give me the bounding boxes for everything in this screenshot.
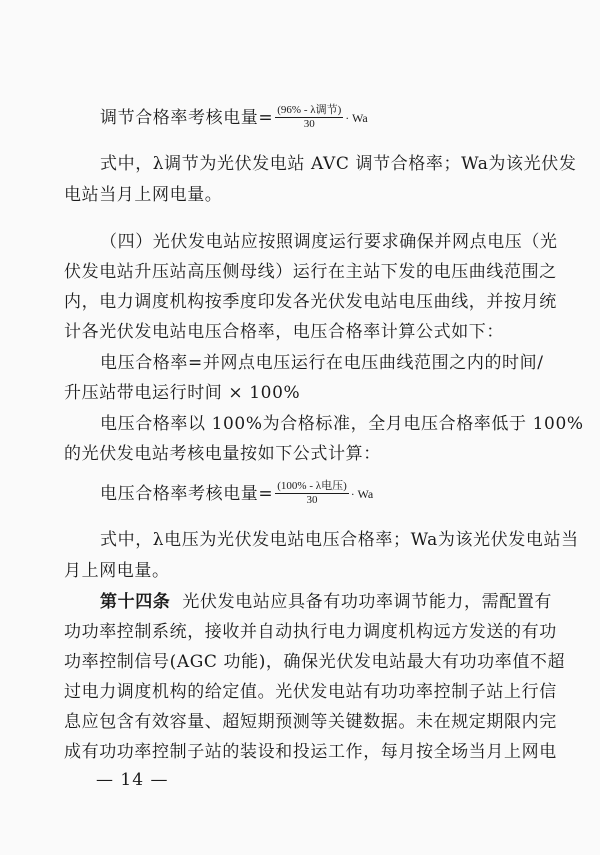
clause-4-line-1: （四）光伏发电站应按照调度运行要求确保并网点电压（光: [100, 232, 558, 252]
article-14-line-6: 成有功功率控制子站的装设和投运工作，每月按全场当月上网电: [64, 742, 557, 762]
agc-assessment-formula: [100, 104, 530, 131]
voltage-definition-line-2: 月上网电量。: [64, 561, 170, 581]
clause-4-line-3: 内，电力调度机构按季度印发各光伏发电站电压曲线，并按月统: [64, 292, 557, 312]
voltage-rate-line-2: 升压站带电运行时间 × 100%: [64, 383, 301, 403]
article-14-line-4: 过电力调度机构的给定值。光伏发电站有功功率控制子站上行信: [64, 682, 557, 702]
article-14-line-1: [100, 591, 553, 613]
voltage-assessment-formula: [100, 480, 530, 507]
voltage-definition-line-1: 式中，λ电压为光伏发电站电压合格率；Wa为该光伏发电站当: [100, 530, 579, 550]
agc-definition-line-1: 式中，λ调节为光伏发电站 AVC 调节合格率；Wa为该光伏发: [100, 154, 577, 174]
formula-numerator: (100% - λ电压): [277, 480, 347, 492]
formula-label: 调节合格率考核电量=: [100, 107, 274, 128]
page-number: — 14 —: [96, 770, 169, 790]
clause-4-line-4: 计各光伏发电站电压合格率，电压合格率计算公式如下：: [64, 322, 504, 342]
formula-fraction: [275, 104, 343, 131]
formula-tail: · Wa: [350, 486, 374, 501]
formula-numerator: (96% - λ调节): [277, 104, 342, 116]
formula-denominator: 30: [306, 494, 318, 506]
article-14-heading: 第十四条: [100, 592, 171, 612]
formula-tail: · Wa: [345, 110, 368, 125]
article-14-line-3: 功率控制信号(AGC 功能)，确保光伏发电站最大有功功率值不超: [64, 652, 566, 672]
formula-fraction: [275, 480, 349, 507]
agc-definition-line-2: 电站当月上网电量。: [64, 185, 223, 205]
article-14-text: 光伏发电站应具备有功功率调节能力，需配置有: [182, 592, 553, 612]
article-14-line-5: 息应包含有效容量、超短期预测等关键数据。未在规定期限内完: [64, 712, 557, 732]
article-14-line-2: 功功率控制系统，接收并自动执行电力调度机构远方发送的有功: [64, 622, 557, 642]
clause-4-line-2: 伏发电站升压站高压侧母线）运行在主站下发的电压曲线范围之: [64, 262, 557, 282]
standard-line-2: 的光伏发电站考核电量按如下公式计算：: [64, 444, 381, 464]
standard-line-1: 电压合格率以 100%为合格标准，全月电压合格率低于 100%: [100, 414, 584, 434]
formula-denominator: 30: [303, 118, 315, 130]
voltage-rate-line-1: 电压合格率=并网点电压运行在电压曲线范围之内的时间/: [100, 353, 544, 373]
formula-label: 电压合格率考核电量=: [100, 483, 274, 504]
